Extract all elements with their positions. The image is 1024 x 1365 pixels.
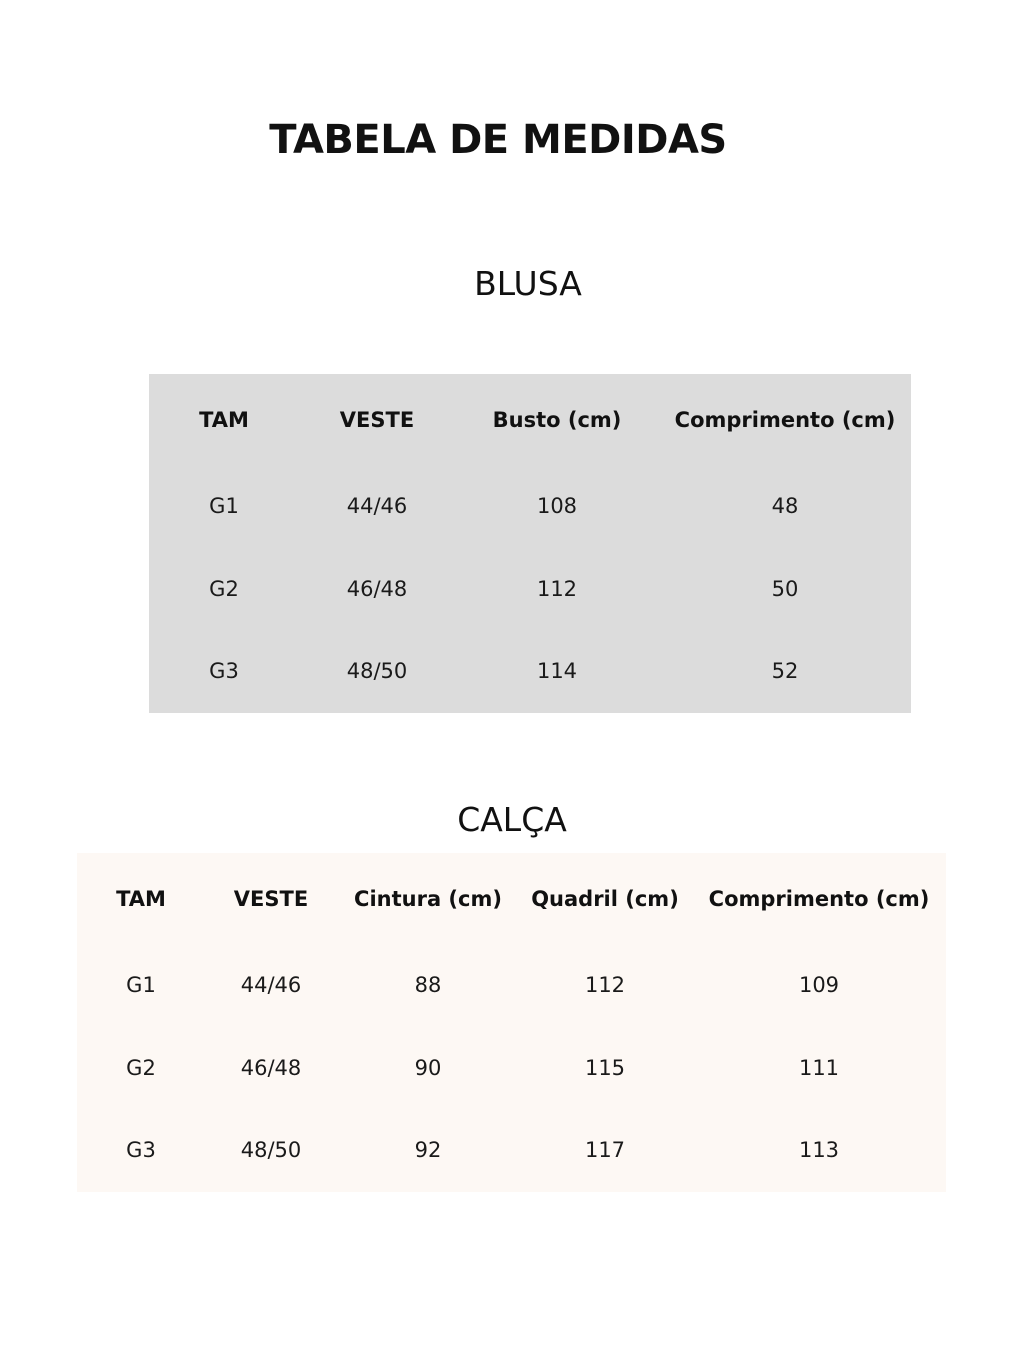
table-row	[149, 569, 911, 609]
blusa-header-row	[149, 400, 911, 440]
calca-cell-quadril: 115	[584, 1056, 626, 1080]
blusa-header-tam: TAM	[199, 408, 249, 432]
calca-cell-tam: G2	[126, 1056, 156, 1080]
blusa-cell-comprimento: 50	[771, 577, 799, 601]
calca-header-veste: VESTE	[233, 887, 309, 911]
calca-cell-comprimento: 113	[798, 1138, 840, 1162]
calca-header-tam: TAM	[116, 887, 166, 911]
calca-size-table	[77, 853, 946, 1192]
blusa-cell-veste: 46/48	[346, 577, 408, 601]
calca-cell-quadril: 117	[584, 1138, 626, 1162]
calca-cell-cintura: 90	[414, 1056, 442, 1080]
calca-cell-tam: G3	[126, 1138, 156, 1162]
blusa-cell-tam: G1	[209, 494, 239, 518]
blusa-cell-busto: 114	[536, 659, 578, 683]
calca-cell-comprimento: 109	[798, 973, 840, 997]
blusa-cell-busto: 112	[536, 577, 578, 601]
calca-cell-tam: G1	[126, 973, 156, 997]
calca-header-cintura: Cintura (cm)	[354, 887, 502, 911]
calca-cell-veste: 44/46	[240, 973, 302, 997]
calca-header-row	[77, 879, 946, 919]
blusa-cell-tam: G3	[209, 659, 239, 683]
blusa-cell-busto: 108	[536, 494, 578, 518]
table-row	[149, 486, 911, 526]
blusa-header-busto: Busto (cm)	[492, 408, 622, 432]
blusa-section-title: BLUSA	[474, 264, 582, 303]
blusa-header-comprimento: Comprimento (cm)	[674, 408, 896, 432]
calca-header-comprimento: Comprimento (cm)	[708, 887, 930, 911]
calca-cell-veste: 48/50	[240, 1138, 302, 1162]
blusa-cell-comprimento: 52	[771, 659, 799, 683]
table-row	[77, 1048, 946, 1088]
blusa-header-veste: VESTE	[339, 408, 415, 432]
calca-cell-comprimento: 111	[798, 1056, 840, 1080]
calca-cell-quadril: 112	[584, 973, 626, 997]
blusa-cell-veste: 44/46	[346, 494, 408, 518]
blusa-cell-tam: G2	[209, 577, 239, 601]
blusa-cell-veste: 48/50	[346, 659, 408, 683]
table-row	[77, 965, 946, 1005]
blusa-size-table	[149, 374, 911, 713]
calca-cell-cintura: 92	[414, 1138, 442, 1162]
calca-section-title: CALÇA	[457, 800, 567, 839]
calca-cell-veste: 46/48	[240, 1056, 302, 1080]
blusa-cell-comprimento: 48	[771, 494, 799, 518]
table-row	[77, 1130, 946, 1170]
calca-cell-cintura: 88	[414, 973, 442, 997]
table-row	[149, 651, 911, 691]
page-title: TABELA DE MEDIDAS	[269, 117, 727, 163]
calca-header-quadril: Quadril (cm)	[531, 887, 679, 911]
